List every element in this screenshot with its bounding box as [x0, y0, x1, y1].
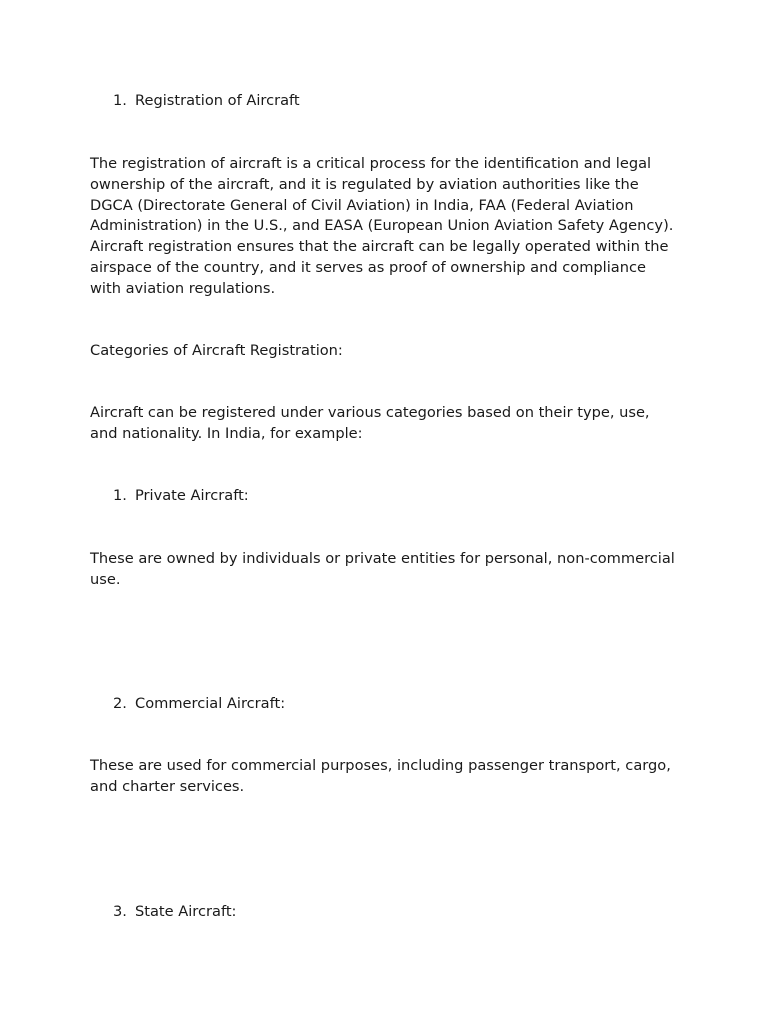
list-item-title: Private Aircraft:: [135, 487, 249, 504]
list-item-title: State Aircraft:: [135, 903, 237, 920]
section-heading-number: 1.: [113, 92, 127, 109]
list-item-number: 3.: [113, 903, 127, 920]
list-item-private-aircraft: [113, 486, 249, 507]
private-aircraft-description: These are owned by individuals or private entities for personal, non-commercial use.: [90, 550, 675, 588]
list-item-number: 1.: [113, 487, 127, 504]
categories-heading: Categories of Aircraft Registration:: [90, 342, 343, 359]
section-heading-text: Registration of Aircraft: [135, 92, 300, 109]
intro-paragraph: The registration of aircraft is a critical process for the identification and legal ownership of the aircraft, and it is regulated by aviation authorities like the DGCA (Directorate General of Civil Aviation) in India, FAA (Federal Aviation Administration) in the U.S., and EASA (European Union Aviation Safety Agency). Aircraft registration ensures that the aircraft can be legally operated within the airspace of the country, and it serves as proof of ownership and compliance with aviation regulations.: [90, 155, 674, 297]
list-item-state-aircraft: [113, 902, 236, 923]
section-heading: [113, 91, 300, 112]
commercial-aircraft-description: These are used for commercial purposes, including passenger transport, cargo, and charter services.: [90, 757, 671, 795]
categories-intro-paragraph: Aircraft can be registered under various categories based on their type, use, and nationality. In India, for example:: [90, 404, 650, 442]
list-item-commercial-aircraft: [113, 694, 285, 715]
list-item-number: 2.: [113, 695, 127, 712]
list-item-title: Commercial Aircraft:: [135, 695, 286, 712]
